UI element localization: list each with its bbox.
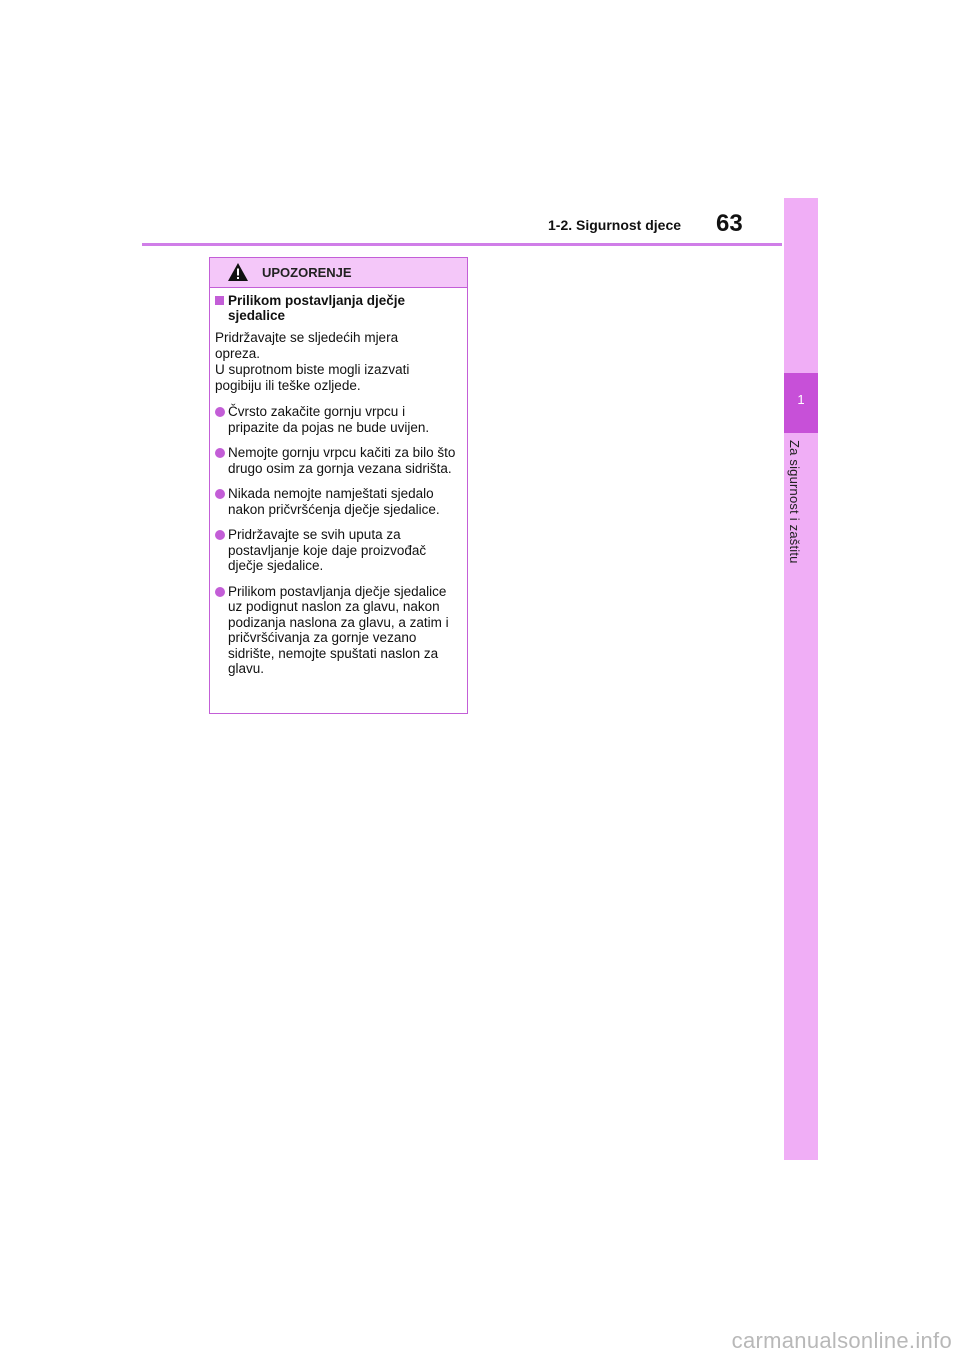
header-divider [142, 243, 782, 246]
warning-header [210, 258, 467, 288]
page-number: 63 [716, 210, 743, 237]
warning-heading-text: Prilikom postavljanja dječje sjedalice [228, 293, 406, 323]
section-title: 1-2. Sigurnost djece [548, 217, 682, 233]
chapter-number: 1 [797, 392, 805, 407]
warning-bullet-item [215, 527, 459, 574]
round-bullet-icon [215, 489, 225, 499]
warning-bullet-item [215, 404, 459, 435]
bullet-text: Čvrsto zakačite gornju vrpcu i pripazite da pojas ne bude uvijen. [228, 404, 430, 435]
intro-line: Pridržavajte se sljedećih mjera [215, 330, 399, 345]
bullet-text: Prilikom postavljanja dječje sjedalice uz podignut naslon za glavu, nakon podizanja naslona za glavu, a zatim i pričvršćivanja za gornje vezano sidrište, nemojte spuštati naslon za glavu. [228, 583, 449, 676]
warning-bullet-list [215, 404, 459, 677]
chapter-side-tab [784, 198, 818, 1160]
intro-line: opreza. [215, 346, 261, 361]
round-bullet-icon [215, 530, 225, 540]
chapter-title: Za sigurnost i zaštitu [787, 440, 802, 564]
warning-section-heading [215, 293, 459, 323]
round-bullet-icon [215, 587, 225, 597]
bullet-text: Pridržavajte se svih uputa za postavljanje koje daje proizvođač dječje sjedalice. [228, 527, 427, 573]
warning-box [209, 257, 468, 714]
warning-label: UPOZORENJE [262, 265, 352, 280]
warning-intro [215, 330, 459, 394]
warning-bullet-item [215, 584, 459, 677]
bullet-text: Nemojte gornju vrpcu kačiti za bilo što drugo osim za gornja vezana sidrišta. [228, 445, 456, 476]
square-bullet-icon [215, 296, 224, 305]
warning-triangle-icon [227, 262, 249, 282]
warning-bullet-item [215, 445, 459, 476]
intro-line: U suprotnom biste mogli izazvati [215, 362, 410, 377]
warning-body [210, 288, 467, 677]
round-bullet-icon [215, 407, 225, 417]
round-bullet-icon [215, 448, 225, 458]
warning-bullet-item [215, 486, 459, 517]
bullet-text: Nikada nemojte namještati sjedalo nakon pričvršćenja dječje sjedalice. [228, 486, 440, 517]
watermark[interactable]: carmanualsonline.info [731, 1328, 952, 1353]
intro-line: pogibiju ili teške ozljede. [215, 378, 361, 393]
